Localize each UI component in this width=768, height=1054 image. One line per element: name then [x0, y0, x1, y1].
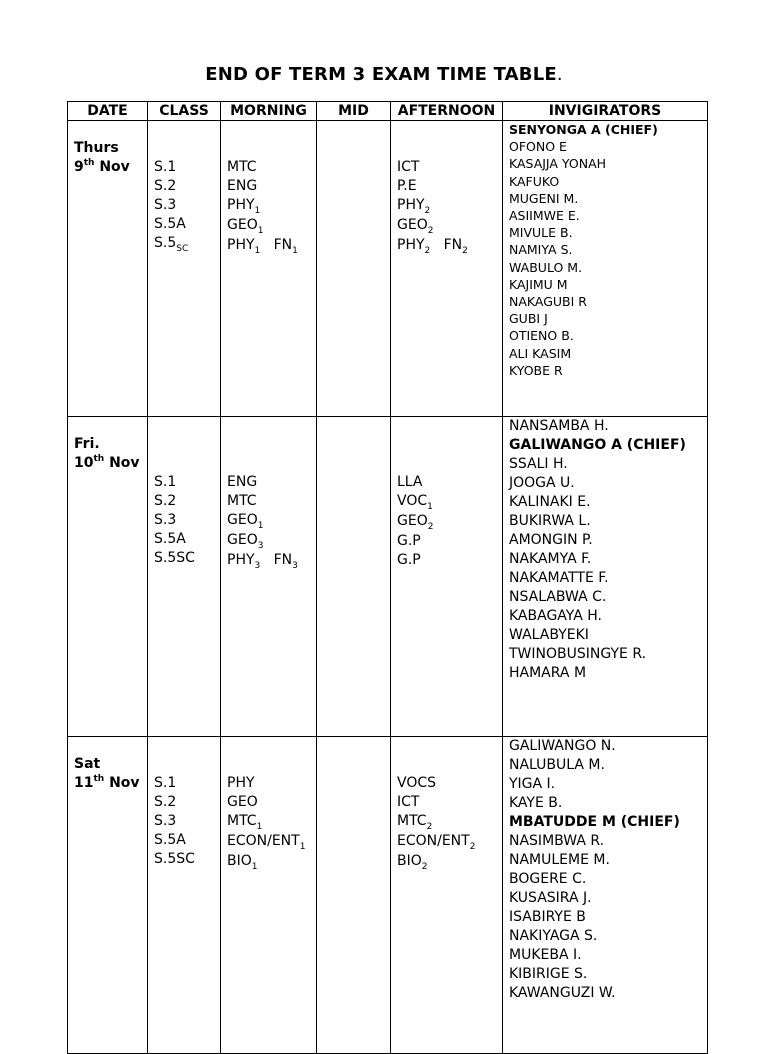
class-item — [154, 793, 214, 812]
paper-number: 2 — [427, 225, 434, 236]
invigilator-name: KAFUKO — [509, 173, 560, 189]
mid-cell — [317, 417, 391, 737]
subject-spacer — [260, 552, 273, 568]
paper-number: 2 — [427, 521, 434, 532]
class-name: S.5SC — [154, 550, 195, 566]
subject-code: GEO — [227, 531, 258, 548]
morning-subject — [227, 216, 310, 236]
subject-code: PHY — [397, 236, 425, 253]
afternoon-subject — [397, 216, 496, 236]
invigilator-name: ISABIRYE B — [509, 909, 586, 925]
class-name: S.2 — [154, 178, 177, 194]
afternoon-subject — [397, 832, 496, 852]
paper-number: 1 — [254, 245, 261, 256]
day-date — [74, 158, 141, 177]
invigilators-cell — [503, 417, 708, 737]
invigilator-name: NAMULEME M. — [509, 852, 610, 868]
subject-code: PHY — [227, 775, 255, 791]
subject-code: GEO — [397, 216, 428, 233]
class-name: S.5 — [154, 235, 177, 251]
morning-subject — [227, 158, 310, 177]
subject-extra: FN — [273, 236, 293, 253]
invigilator-name: BOGERE C. — [509, 871, 587, 887]
date-suffix: th — [83, 158, 95, 168]
day-name: Sat — [74, 756, 101, 772]
date-month: Nov — [94, 159, 130, 175]
invigilator-name: JOOGA U. — [509, 475, 575, 491]
invigilator-name: NAKAMYA F. — [509, 551, 592, 567]
subject-code: P.E — [397, 178, 417, 194]
invigilator-name: HAMARA M — [509, 665, 587, 681]
subject-spacer — [260, 237, 273, 253]
afternoon-subject — [397, 793, 496, 812]
class-name: S.1 — [154, 474, 177, 490]
header-afternoon: AFTERNOON — [391, 102, 503, 121]
afternoon-subject — [397, 852, 496, 872]
date-suffix: th — [93, 454, 105, 464]
invigilator-name: KASAJJA YONAH — [509, 156, 607, 172]
class-name: S.3 — [154, 813, 177, 829]
invigilators-cell — [503, 737, 708, 1054]
page-title — [0, 64, 768, 85]
date-cell — [68, 737, 148, 1054]
paper-number: 1 — [251, 861, 258, 872]
subject-code: GEO — [227, 512, 258, 528]
afternoon-subject — [397, 812, 496, 832]
day-row — [68, 121, 708, 417]
class-item — [154, 473, 214, 492]
class-name: S.5SC — [154, 851, 195, 867]
invigilator-name: NAKIYAGA S. — [509, 928, 598, 944]
morning-subject — [227, 774, 310, 793]
morning-cell — [221, 417, 317, 737]
afternoon-subject — [397, 492, 496, 512]
subject-code: G.P — [397, 551, 421, 568]
class-item — [154, 492, 214, 511]
afternoon-subject — [397, 177, 496, 196]
invigilator-name: NANSAMBA H. — [509, 418, 609, 434]
invigilator-name: NASIMBWA R. — [509, 833, 605, 849]
class-name: S.1 — [154, 775, 177, 791]
invigilator-name: KABAGAYA H. — [509, 608, 603, 624]
day-name: Thurs — [74, 140, 119, 156]
invigilator-name: ASIIMWE E. — [509, 208, 580, 224]
morning-subject — [227, 492, 310, 511]
invigilator-name: OTIENO B. — [509, 328, 574, 344]
invigilator-name: TWINOBUSINGYE R. — [509, 646, 647, 662]
date-cell — [68, 121, 148, 417]
subject-code: BIO — [397, 852, 422, 869]
extra-paper-number: 3 — [292, 560, 298, 571]
title-period: . — [556, 64, 563, 85]
class-item — [154, 196, 214, 215]
subject-code: PHY — [227, 236, 255, 253]
class-item — [154, 177, 214, 196]
class-name: S.5A — [154, 832, 186, 848]
paper-number: 2 — [424, 205, 431, 216]
subject-code: GEO — [227, 794, 258, 810]
class-item — [154, 530, 214, 549]
date-number: 10 — [74, 455, 94, 471]
paper-number: 2 — [424, 245, 431, 256]
afternoon-subject — [397, 774, 496, 793]
class-item — [154, 234, 214, 254]
afternoon-subject — [397, 196, 496, 216]
paper-number: 2 — [469, 841, 476, 852]
morning-subject — [227, 793, 310, 812]
afternoon-cell — [391, 121, 503, 417]
class-item — [154, 549, 214, 568]
invigilator-name: NALUBULA M. — [509, 757, 605, 773]
invigilator-name: MUGENI M. — [509, 190, 579, 206]
afternoon-subject — [397, 473, 496, 492]
invigilator-name: NAKAMATTE F. — [509, 570, 609, 586]
invigilator-name: MUKEBA I. — [509, 947, 582, 963]
class-item — [154, 812, 214, 831]
invigilator-name: KAYE B. — [509, 795, 563, 811]
invigilator-name: OFONO E — [509, 139, 567, 155]
paper-number: 1 — [427, 501, 433, 512]
subject-code: ENG — [227, 474, 258, 490]
class-cell — [148, 737, 221, 1054]
subject-code: PHY — [397, 197, 425, 213]
paper-number: 1 — [256, 821, 263, 832]
afternoon-subject — [397, 512, 496, 532]
afternoon-cell — [391, 737, 503, 1054]
subject-code: MTC — [227, 493, 257, 509]
extra-paper-number: 2 — [462, 245, 468, 256]
header-row — [68, 102, 708, 121]
subject-code: ECON/ENT — [397, 832, 470, 849]
paper-number: 3 — [254, 560, 261, 571]
subject-code: VOCS — [397, 775, 437, 791]
subject-code: ICT — [397, 159, 420, 175]
afternoon-subject — [397, 532, 496, 551]
invigilator-name: YIGA I. — [509, 776, 556, 792]
subject-code: ICT — [397, 794, 420, 810]
invigilator-name: SSALI H. — [509, 456, 568, 472]
afternoon-subject — [397, 236, 496, 256]
title-text: END OF TERM 3 EXAM TIME TABLE — [205, 64, 557, 85]
chief-invigilator: SENYONGA A (CHIEF) — [509, 122, 658, 137]
class-name: S.3 — [154, 197, 177, 213]
subject-code: LLA — [397, 474, 423, 490]
date-month: Nov — [104, 455, 140, 471]
date-number: 11 — [74, 775, 94, 791]
header-mid: MID — [317, 102, 391, 121]
invigilator-name: KALINAKI E. — [509, 494, 591, 510]
invigilator-name: GALIWANGO N. — [509, 738, 616, 754]
invigilator-name: NAMIYA S. — [509, 242, 573, 258]
class-name: S.3 — [154, 512, 177, 528]
mid-cell — [317, 121, 391, 417]
invigilator-name: WABULO M. — [509, 259, 583, 275]
subject-code: G.P — [397, 532, 421, 549]
invigilator-name: KAWANGUZI W. — [509, 985, 616, 1001]
chief-invigilator: MBATUDDE M (CHIEF) — [509, 814, 680, 830]
invigilator-name: KUSASIRA J. — [509, 890, 592, 906]
date-number: 9 — [74, 159, 84, 175]
paper-number: 3 — [257, 540, 264, 551]
chief-invigilator: GALIWANGO A (CHIEF) — [509, 437, 686, 453]
class-name: S.2 — [154, 493, 177, 509]
invigilator-name: AMONGIN P. — [509, 532, 593, 548]
morning-subject — [227, 177, 310, 196]
morning-subject — [227, 196, 310, 216]
paper-number: 2 — [426, 821, 433, 832]
class-name: S.1 — [154, 159, 177, 175]
invigilator-name: WALABYEKI — [509, 627, 589, 643]
class-name: S.5A — [154, 531, 186, 547]
invigilator-name: KAJIMU M — [509, 276, 568, 292]
morning-subject — [227, 236, 310, 256]
invigilator-name: ALI KASIM — [509, 345, 572, 361]
invigilators-cell — [503, 121, 708, 417]
paper-number: 1 — [254, 205, 261, 216]
subject-extra: FN — [273, 551, 293, 568]
header-class: CLASS — [148, 102, 221, 121]
subject-code: ENG — [227, 178, 258, 194]
extra-paper-number: 1 — [292, 245, 298, 256]
invigilator-name: MIVULE B. — [509, 225, 573, 241]
timetable-body — [68, 121, 708, 1054]
invigilator-name: NSALABWA C. — [509, 589, 607, 605]
paper-number: 2 — [421, 861, 428, 872]
afternoon-cell — [391, 417, 503, 737]
paper-number: 1 — [257, 225, 264, 236]
morning-subject — [227, 473, 310, 492]
morning-subject — [227, 852, 310, 872]
subject-code: ECON/ENT — [227, 832, 300, 849]
mid-cell — [317, 737, 391, 1054]
header-invigilators: INVIGIRATORS — [503, 102, 708, 121]
class-item — [154, 511, 214, 530]
invigilator-name: GUBI J — [509, 311, 548, 327]
morning-subject — [227, 551, 310, 571]
exam-timetable — [67, 101, 708, 1054]
date-suffix: th — [93, 774, 105, 784]
class-name: S.2 — [154, 794, 177, 810]
date-cell — [68, 417, 148, 737]
subject-code: GEO — [227, 216, 258, 233]
day-row — [68, 737, 708, 1054]
invigilator-name: NAKAGUBI R — [509, 294, 587, 310]
afternoon-subject — [397, 158, 496, 177]
day-date — [74, 454, 141, 473]
class-item — [154, 215, 214, 234]
morning-subject — [227, 511, 310, 531]
class-name: S.5A — [154, 216, 186, 232]
day-date — [74, 774, 141, 793]
subject-code: PHY — [227, 551, 255, 568]
subject-code: PHY — [227, 197, 255, 213]
morning-subject — [227, 812, 310, 832]
header-morning: MORNING — [221, 102, 317, 121]
invigilator-name: KIBIRIGE S. — [509, 966, 588, 982]
class-item — [154, 831, 214, 850]
invigilator-name: BUKIRWA L. — [509, 513, 591, 529]
subject-code: VOC — [397, 493, 428, 509]
class-item — [154, 158, 214, 177]
day-row — [68, 417, 708, 737]
subject-spacer — [430, 237, 443, 253]
subject-extra: FN — [443, 236, 463, 253]
morning-subject — [227, 531, 310, 551]
header-date: DATE — [68, 102, 148, 121]
morning-cell — [221, 121, 317, 417]
morning-subject — [227, 832, 310, 852]
morning-cell — [221, 737, 317, 1054]
subject-code: BIO — [227, 852, 252, 869]
class-item — [154, 774, 214, 793]
class-item — [154, 850, 214, 869]
subject-code: MTC — [227, 159, 257, 175]
subject-code: GEO — [397, 512, 428, 529]
class-cell — [148, 121, 221, 417]
paper-number: 1 — [299, 841, 306, 852]
subject-code: MTC — [397, 813, 427, 829]
day-name: Fri. — [74, 436, 100, 452]
subject-code: MTC — [227, 813, 257, 829]
paper-number: 1 — [257, 520, 264, 531]
afternoon-subject — [397, 551, 496, 570]
class-cell — [148, 417, 221, 737]
date-month: Nov — [104, 775, 140, 791]
invigilator-name: KYOBE R — [509, 362, 563, 378]
class-subscript: SC — [176, 243, 189, 254]
